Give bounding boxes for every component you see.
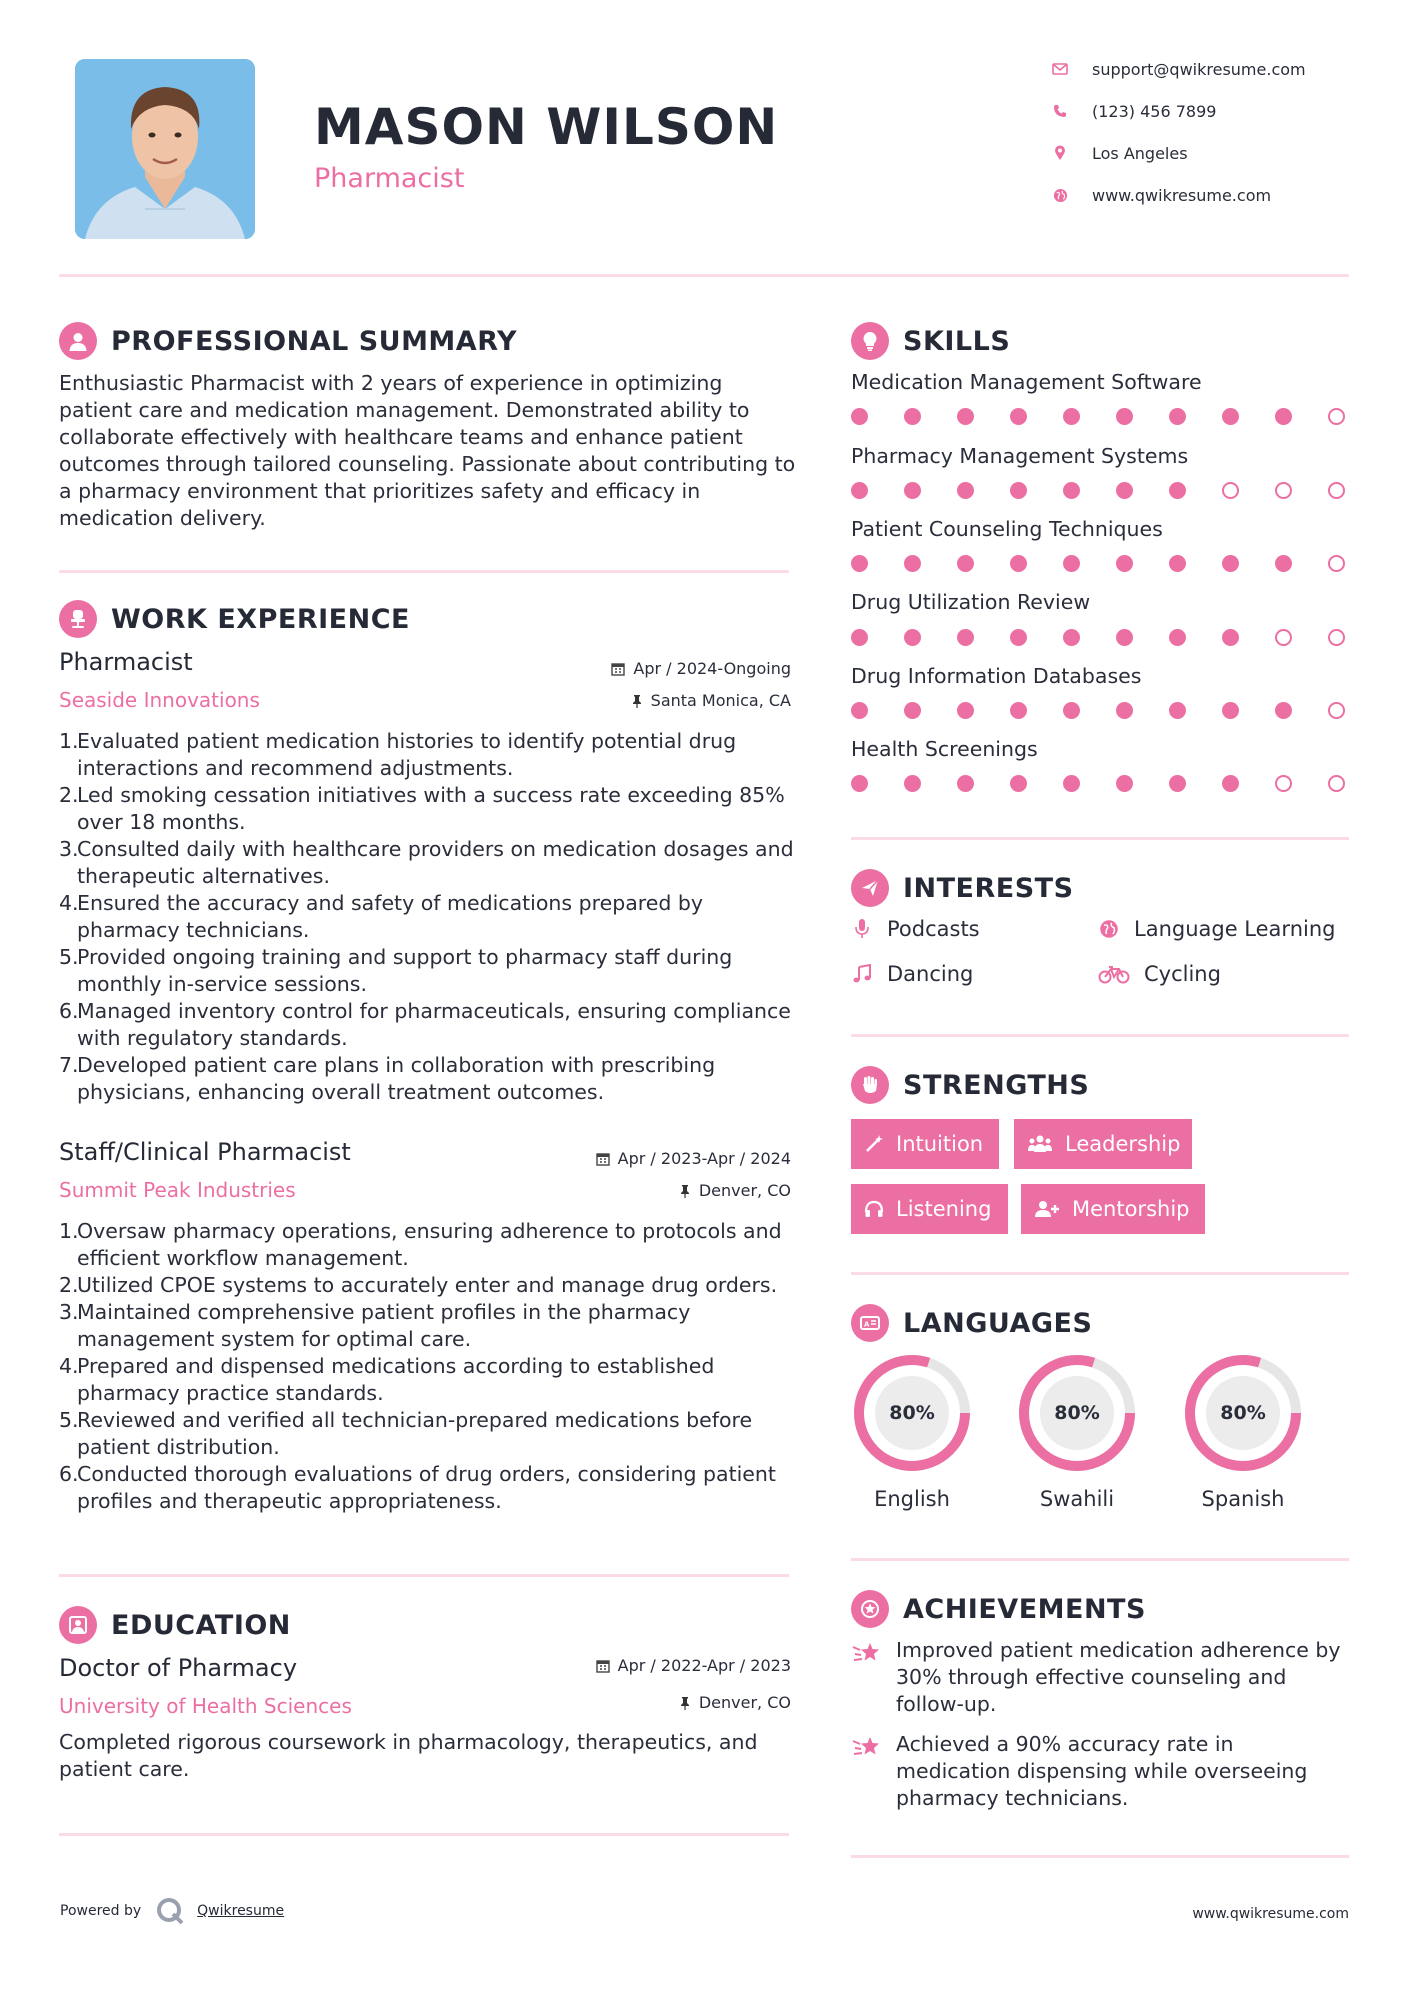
interests-heading [851, 868, 1074, 908]
chair-icon [59, 600, 97, 638]
skill-dot-filled [851, 629, 868, 646]
list-item [59, 1052, 799, 1106]
list-text: Utilized CPOE systems to accurately enter and manage drug orders. [77, 1273, 778, 1297]
skill-dot-filled [1275, 702, 1292, 719]
skill-dot-filled [957, 629, 974, 646]
strengths-divider [851, 1272, 1349, 1275]
list-item [59, 1299, 799, 1353]
list-number: 6. [59, 1462, 79, 1486]
contact-email-text: support@qwikresume.com [1092, 59, 1306, 79]
skill-dot-filled [1169, 702, 1186, 719]
skill-dot-filled [1169, 775, 1186, 792]
footer-url[interactable]: www.qwikresume.com [1192, 1906, 1349, 1922]
language-name: Swahili [1039, 1487, 1115, 1511]
education-location [679, 1693, 791, 1712]
skills-divider [851, 837, 1349, 840]
job-1-company: Seaside Innovations [59, 688, 260, 712]
skill-dot-filled [1169, 555, 1186, 572]
paper-plane-icon [851, 869, 889, 907]
skill-dot-filled [1116, 775, 1133, 792]
strength-tag [1021, 1184, 1205, 1234]
skill-dot-filled [851, 555, 868, 572]
list-item [59, 1407, 799, 1461]
strength-tag [851, 1184, 1008, 1234]
list-item [59, 1272, 799, 1299]
candidate-role: Pharmacist [314, 163, 465, 194]
work-heading [59, 599, 410, 639]
list-item [59, 782, 799, 836]
language-gauge [851, 1352, 973, 1474]
education-heading [59, 1605, 291, 1645]
list-number: 5. [59, 945, 79, 969]
list-item [59, 836, 799, 890]
skill-dot-filled [1169, 408, 1186, 425]
footer-powered-by [60, 1896, 284, 1926]
languages-divider [851, 1558, 1349, 1561]
contact-phone[interactable] [1050, 96, 1380, 126]
id-card-icon [851, 1304, 889, 1342]
skill-dot-filled [851, 702, 868, 719]
skill-dot-filled [1010, 775, 1027, 792]
skill-dot-filled [1222, 702, 1239, 719]
list-number: 1. [59, 1219, 79, 1243]
job-1-responsibilities [59, 728, 799, 1106]
pushpin-icon [679, 1184, 691, 1198]
languages-title: LANGUAGES [903, 1307, 1093, 1339]
job-2-responsibilities [59, 1218, 799, 1515]
skill-dot-empty [1328, 555, 1345, 572]
strength-label: Leadership [1065, 1132, 1181, 1156]
skill-dot-filled [1010, 408, 1027, 425]
summary-divider [59, 570, 789, 573]
skill-name: Patient Counseling Techniques [851, 517, 1163, 541]
globe-icon [1050, 185, 1070, 205]
calendar-icon [596, 1152, 610, 1166]
skill-dot-filled [1275, 408, 1292, 425]
job-1-date-text: Apr / 2024-Ongoing [633, 659, 791, 678]
skill-dot-empty [1328, 702, 1345, 719]
interest-item [851, 917, 980, 941]
skill-dot-filled [1169, 629, 1186, 646]
language-percent: 80% [889, 1402, 935, 1424]
skill-rating [851, 482, 1351, 502]
skill-dot-filled [957, 775, 974, 792]
strength-tag [1014, 1119, 1192, 1169]
job-2-date-text: Apr / 2023-Apr / 2024 [617, 1149, 791, 1168]
skill-dot-filled [1063, 482, 1080, 499]
education-school: University of Health Sciences [59, 1694, 352, 1718]
skill-dot-empty [1328, 408, 1345, 425]
skill-dot-filled [1116, 629, 1133, 646]
strength-label: Mentorship [1072, 1197, 1190, 1221]
interest-item [851, 962, 973, 986]
skill-dot-filled [1010, 482, 1027, 499]
interests-divider [851, 1034, 1349, 1037]
skill-dot-filled [957, 482, 974, 499]
education-location-text: Denver, CO [698, 1693, 791, 1712]
achievement-item [851, 1731, 1351, 1812]
strengths-heading [851, 1065, 1089, 1105]
skill-dot-filled [1063, 629, 1080, 646]
language-gauge [1016, 1352, 1138, 1474]
skill-rating [851, 555, 1351, 575]
education-divider [59, 1833, 789, 1836]
interest-label: Podcasts [887, 917, 980, 941]
skill-rating [851, 702, 1351, 722]
list-number: 2. [59, 1273, 79, 1297]
skill-dot-filled [1116, 408, 1133, 425]
list-text: Consulted daily with healthcare providers on medication dosages and therapeutic alternatives. [77, 837, 794, 888]
contact-website-text: www.qwikresume.com [1092, 185, 1272, 205]
strengths-title: STRENGTHS [903, 1069, 1090, 1101]
skill-dot-filled [1222, 629, 1239, 646]
list-number: 5. [59, 1408, 79, 1432]
education-degree: Doctor of Pharmacy [59, 1654, 298, 1682]
skill-dot-filled [904, 775, 921, 792]
skill-dot-filled [851, 775, 868, 792]
language-percent: 80% [1220, 1402, 1266, 1424]
bicycle-icon [1098, 964, 1130, 984]
globe-icon [1098, 919, 1120, 939]
list-text: Maintained comprehensive patient profiles in the pharmacy management system for optimal care. [77, 1300, 691, 1351]
education-date-text: Apr / 2022-Apr / 2023 [617, 1656, 791, 1675]
language-percent: 80% [1054, 1402, 1100, 1424]
skill-dot-empty [1275, 775, 1292, 792]
strength-label: Listening [896, 1197, 992, 1221]
achievements-divider [851, 1855, 1349, 1858]
skill-dot-filled [851, 482, 868, 499]
calendar-icon [611, 662, 625, 676]
skill-dot-filled [1063, 775, 1080, 792]
job-1-location [631, 691, 791, 710]
skill-dot-filled [1222, 408, 1239, 425]
contact-website[interactable] [1050, 180, 1380, 210]
job-1-title: Pharmacist [59, 648, 193, 676]
list-text: Ensured the accuracy and safety of medications prepared by pharmacy technicians. [77, 891, 704, 942]
skill-dot-empty [1328, 629, 1345, 646]
contact-location-text: Los Angeles [1092, 143, 1188, 163]
job-1-location-text: Santa Monica, CA [650, 691, 791, 710]
map-pin-icon [1050, 143, 1070, 163]
skill-dot-filled [1275, 555, 1292, 572]
skill-dot-filled [1010, 555, 1027, 572]
list-item [59, 728, 799, 782]
list-number: 4. [59, 891, 79, 915]
graduation-icon [59, 1606, 97, 1644]
interest-item [1098, 962, 1221, 986]
interest-label: Dancing [887, 962, 974, 986]
summary-title: PROFESSIONAL SUMMARY [111, 325, 518, 357]
skill-dot-filled [957, 555, 974, 572]
list-number: 4. [59, 1354, 79, 1378]
pushpin-icon [631, 694, 643, 708]
list-number: 2. [59, 783, 79, 807]
achievement-text: Achieved a 90% accuracy rate in medication dispensing while overseeing pharmacy technicians. [896, 1732, 1308, 1810]
achievements-heading [851, 1589, 1146, 1629]
skill-dot-filled [1063, 702, 1080, 719]
education-title: EDUCATION [111, 1609, 291, 1641]
job-2-title: Staff/Clinical Pharmacist [59, 1138, 351, 1166]
interests-title: INTERESTS [903, 872, 1074, 904]
skill-dot-filled [1010, 629, 1027, 646]
education-text: Completed rigorous coursework in pharmacology, therapeutics, and patient care. [59, 1730, 758, 1781]
list-item [59, 944, 799, 998]
list-number: 3. [59, 1300, 79, 1324]
headphones-icon [864, 1199, 884, 1219]
candidate-name: MASON WILSON [314, 98, 779, 156]
skill-dot-filled [904, 702, 921, 719]
shooting-star-icon [851, 1733, 883, 1765]
job-2-company: Summit Peak Industries [59, 1178, 296, 1202]
skill-dot-empty [1222, 482, 1239, 499]
skill-dot-filled [851, 408, 868, 425]
interest-item [1098, 917, 1335, 941]
list-item [59, 998, 799, 1052]
fist-icon [851, 1066, 889, 1104]
languages-heading [851, 1303, 1092, 1343]
svg-text:A: A [864, 1320, 870, 1329]
interest-label: Language Learning [1134, 917, 1336, 941]
summary-heading [59, 321, 517, 361]
skill-dot-filled [904, 408, 921, 425]
education-date [596, 1656, 791, 1675]
list-text: Prepared and dispensed medications according to established pharmacy practice standards. [77, 1354, 715, 1405]
qwikresume-link[interactable]: Qwikresume [197, 1903, 285, 1919]
achievement-item [851, 1637, 1351, 1718]
music-note-icon [851, 964, 873, 984]
skill-dot-filled [904, 482, 921, 499]
skill-rating [851, 408, 1351, 428]
language-name: Spanish [1201, 1487, 1285, 1511]
skill-rating [851, 629, 1351, 649]
summary-text: Enthusiastic Pharmacist with 2 years of experience in optimizing patient care and medication management. Demonstrated ability to collaborate effectively with healthcare teams and enhance patient outcomes through tailored counseling. Passionate about contributing to a pharmacy environment that prioritizes safety and efficacy in medication delivery. [59, 371, 796, 530]
skill-dot-filled [1116, 555, 1133, 572]
strength-label: Intuition [896, 1132, 984, 1156]
skill-dot-filled [904, 555, 921, 572]
list-item [59, 1353, 799, 1407]
skill-dot-filled [1222, 775, 1239, 792]
skill-dot-filled [1063, 555, 1080, 572]
interest-label: Cycling [1144, 962, 1221, 986]
skill-dot-filled [1169, 482, 1186, 499]
list-item [59, 1461, 799, 1515]
list-text: Reviewed and verified all technician-prepared medications before patient distribution. [77, 1408, 753, 1459]
list-text: Managed inventory control for pharmaceuticals, ensuring compliance with regulatory standards. [77, 999, 791, 1050]
skills-title: SKILLS [903, 325, 1011, 357]
list-text: Oversaw pharmacy operations, ensuring adherence to protocols and efficient workflow management. [77, 1219, 782, 1270]
powered-by-label: Powered by [60, 1903, 142, 1919]
achievements-title: ACHIEVEMENTS [903, 1593, 1146, 1625]
pushpin-icon [679, 1696, 691, 1710]
list-text: Developed patient care plans in collaboration with prescribing physicians, enhancing overall treatment outcomes. [77, 1053, 716, 1104]
list-text: Evaluated patient medication histories to identify potential drug interactions and recommend adjustments. [77, 729, 737, 780]
language-gauge [1182, 1352, 1304, 1474]
skill-dot-filled [1116, 702, 1133, 719]
list-text: Led smoking cessation initiatives with a success rate exceeding 85% over 18 months. [77, 783, 785, 834]
achievement-text: Improved patient medication adherence by 30% through effective counseling and follow-up. [896, 1638, 1341, 1716]
list-number: 3. [59, 837, 79, 861]
skill-dot-empty [1275, 482, 1292, 499]
skills-heading [851, 321, 1010, 361]
skill-dot-filled [1222, 555, 1239, 572]
contact-phone-text: (123) 456 7899 [1092, 101, 1217, 121]
shooting-star-icon [851, 1639, 883, 1671]
skill-name: Drug Utilization Review [851, 590, 1091, 614]
language-name: English [874, 1487, 950, 1511]
user-icon [59, 322, 97, 360]
list-number: 6. [59, 999, 79, 1023]
work-title: WORK EXPERIENCE [111, 603, 410, 635]
star-badge-icon [851, 1590, 889, 1628]
job-2-location-text: Denver, CO [698, 1181, 791, 1200]
skill-rating [851, 775, 1351, 795]
skill-dot-filled [904, 629, 921, 646]
skill-dot-empty [1275, 629, 1292, 646]
user-plus-icon [1034, 1199, 1060, 1219]
list-item [59, 1218, 799, 1272]
profile-photo [75, 59, 255, 239]
phone-icon [1050, 101, 1070, 121]
lightbulb-icon [851, 322, 889, 360]
header-divider [59, 274, 1349, 277]
skill-dot-filled [1116, 482, 1133, 499]
microphone-icon [851, 918, 873, 940]
job-2-date [596, 1149, 791, 1168]
skill-dot-filled [1063, 408, 1080, 425]
skill-name: Pharmacy Management Systems [851, 444, 1189, 468]
skill-name: Medication Management Software [851, 370, 1202, 394]
users-icon [1027, 1134, 1053, 1154]
list-number: 1. [59, 729, 79, 753]
envelope-icon [1050, 59, 1070, 79]
job-2-location [679, 1181, 791, 1200]
job-1-date [611, 659, 791, 678]
skill-dot-filled [957, 702, 974, 719]
calendar-icon [596, 1659, 610, 1673]
skill-dot-filled [957, 408, 974, 425]
list-number: 7. [59, 1053, 79, 1077]
skill-dot-filled [1010, 702, 1027, 719]
work-divider [59, 1574, 789, 1577]
qwikresume-logo-icon [155, 1896, 185, 1926]
skill-dot-empty [1328, 482, 1345, 499]
list-text: Provided ongoing training and support to pharmacy staff during monthly in-service sessions. [77, 945, 733, 996]
list-item [59, 890, 799, 944]
contact-email[interactable] [1050, 54, 1380, 84]
skill-dot-empty [1328, 775, 1345, 792]
contact-location [1050, 138, 1380, 168]
skill-name: Health Screenings [851, 737, 1038, 761]
strength-tag [851, 1119, 999, 1169]
skill-name: Drug Information Databases [851, 664, 1142, 688]
list-text: Conducted thorough evaluations of drug orders, considering patient profiles and therapeutic appropriateness. [77, 1462, 776, 1513]
magic-wand-icon [864, 1134, 884, 1154]
